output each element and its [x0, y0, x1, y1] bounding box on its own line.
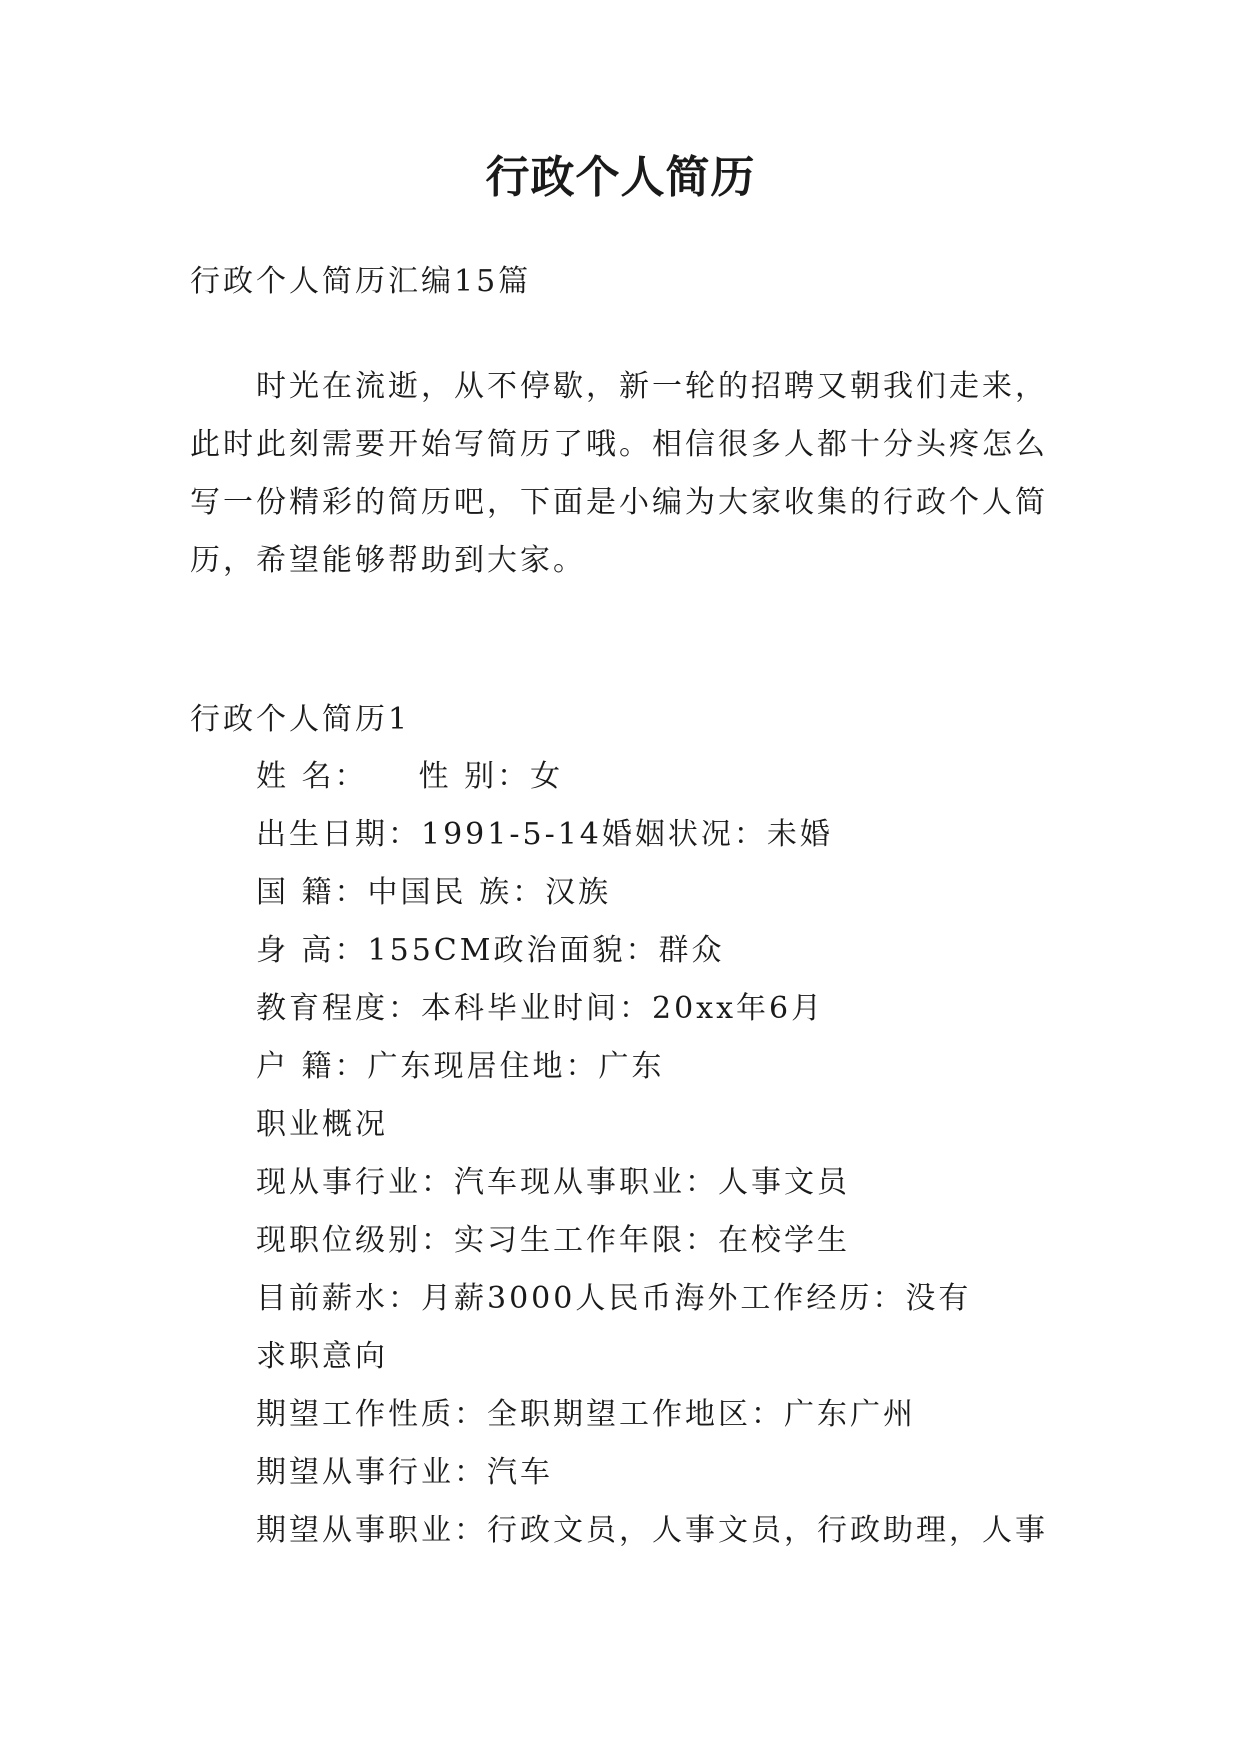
- resume-line-current-industry: 现从事行业：汽车现从事职业：人事文员: [256, 1165, 850, 1200]
- resume-line-expected-nature: 期望工作性质：全职期望工作地区：广东广州: [256, 1397, 916, 1432]
- intro-line: 此时此刻需要开始写简历了哦。相信很多人都十分头疼怎么: [190, 427, 1048, 462]
- resume-line-salary: 目前薪水：月薪3000人民币海外工作经历：没有: [256, 1281, 972, 1316]
- resume-line-nationality-ethnicity: 国 籍：中国民 族：汉族: [256, 875, 612, 910]
- intro-line: 历，希望能够帮助到大家。: [190, 543, 586, 578]
- section-heading: 行政个人简历1: [190, 702, 411, 737]
- intro-line: 时光在流逝，从不停歇，新一轮的招聘又朝我们走来，: [190, 369, 1048, 404]
- resume-line-household: 户 籍：广东现居住地：广东: [256, 1049, 665, 1084]
- resume-heading-job-intention: 求职意向: [256, 1339, 388, 1374]
- resume-line-expected-industry: 期望从事行业：汽车: [256, 1455, 553, 1490]
- resume-line-name-gender: 姓 名： 性 别：女: [256, 759, 564, 794]
- resume-line-expected-position: 期望从事职业：行政文员，人事文员，行政助理，人事: [256, 1513, 1048, 1548]
- resume-line-height-politics: 身 高：155CM政治面貌：群众: [256, 933, 725, 968]
- document-subtitle: 行政个人简历汇编15篇: [190, 264, 532, 299]
- resume-heading-career-overview: 职业概况: [256, 1107, 388, 1142]
- resume-line-birth-marital: 出生日期：1991-5-14婚姻状况：未婚: [256, 817, 833, 852]
- resume-line-education: 教育程度：本科毕业时间：20xx年6月: [256, 991, 825, 1026]
- document-title: 行政个人简历: [485, 152, 756, 203]
- intro-paragraph: [190, 358, 1070, 590]
- intro-line: 写一份精彩的简历吧，下面是小编为大家收集的行政个人简: [190, 485, 1048, 520]
- resume-line-position-level: 现职位级别：实习生工作年限：在校学生: [256, 1223, 850, 1258]
